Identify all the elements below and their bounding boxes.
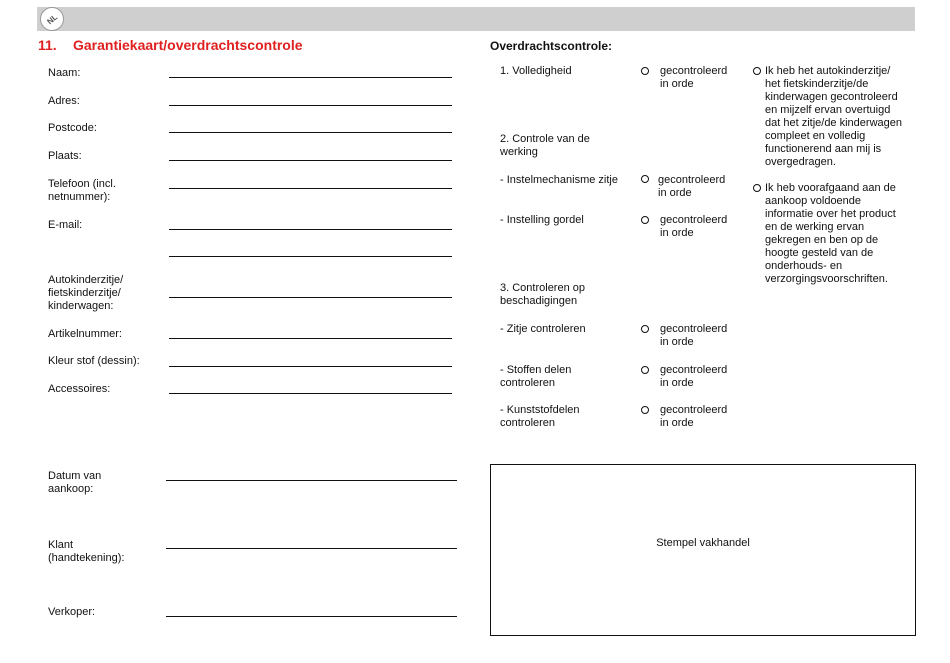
check-heading-werking: 2. Controle van de werking [500, 133, 590, 158]
fill-line-kleur-stof[interactable] [169, 366, 452, 367]
language-badge: NL [35, 2, 69, 36]
radio-gordel[interactable] [641, 216, 649, 224]
status-stoffen: gecontroleerd in orde [660, 364, 728, 389]
radio-declaration-overdracht[interactable] [753, 67, 761, 75]
fill-line-email-extra[interactable] [169, 256, 452, 257]
field-label-accessoires: Accessoires: [48, 383, 111, 395]
section-number: 11. [38, 37, 57, 53]
fill-line-klant[interactable] [166, 548, 457, 549]
check-heading-beschadigingen: 3. Controleren op beschadigingen [500, 282, 585, 307]
field-label-naam: Naam: [48, 67, 81, 79]
field-label-datum-aankoop: Datum van aankoop: [48, 470, 102, 495]
field-label-postcode: Postcode: [48, 122, 97, 134]
handover-title: Overdrachtscontrole: [490, 39, 613, 53]
field-label-email: E-mail: [48, 219, 83, 231]
fill-line-adres[interactable] [169, 105, 452, 106]
status-gordel: gecontroleerd in orde [660, 214, 728, 239]
fill-line-postcode[interactable] [169, 132, 452, 133]
field-label-adres: Adres: [48, 95, 80, 107]
field-label-product: Autokinderzitje/ fietskinderzitje/ kinderwagen: [48, 274, 124, 312]
field-label-telefoon: Telefoon (incl. netnummer): [48, 178, 116, 203]
fill-line-naam[interactable] [169, 77, 452, 78]
status-zitje: gecontroleerd in orde [660, 323, 728, 348]
field-label-kleur-stof: Kleur stof (dessin): [48, 355, 140, 367]
fill-line-datum-aankoop[interactable] [166, 480, 457, 481]
radio-kunststof[interactable] [641, 406, 649, 414]
declaration-informatie: Ik heb voorafgaand aan de aankoop voldoende informatie over het product en de werking ervan gekregen en ben op de hoogte gesteld van de onderhouds- en verzorgingsvoorschriften. [765, 182, 896, 285]
declaration-overdracht: Ik heb het autokinderzitje/ het fietskinderzitje/de kinderwagen gecontroleerd en mijzelf ervan overtuigd dat het zitje/de kinderwagen compleet en volledig functionerend aan mij is overgedragen. [765, 65, 902, 168]
fill-line-product[interactable] [169, 297, 452, 298]
radio-zitje[interactable] [641, 325, 649, 333]
fill-line-accessoires[interactable] [169, 393, 452, 394]
status-volledigheid: gecontroleerd in orde [660, 65, 728, 90]
check-item-gordel: - Instelling gordel [500, 214, 584, 226]
fill-line-email[interactable] [169, 229, 452, 230]
check-item-kunststof: - Kunststofdelen controleren [500, 404, 580, 429]
field-label-verkoper: Verkoper: [48, 606, 96, 618]
radio-stoffen[interactable] [641, 366, 649, 374]
field-label-artikelnummer: Artikelnummer: [48, 328, 122, 340]
fill-line-telefoon[interactable] [169, 188, 452, 189]
field-label-plaats: Plaats: [48, 150, 82, 162]
check-item-stoffen: - Stoffen delen controleren [500, 364, 572, 389]
fill-line-verkoper[interactable] [166, 616, 457, 617]
fill-line-plaats[interactable] [169, 160, 452, 161]
check-item-volledigheid: 1. Volledigheid [500, 65, 572, 77]
radio-declaration-informatie[interactable] [753, 184, 761, 192]
status-kunststof: gecontroleerd in orde [660, 404, 728, 429]
check-item-instelmechanisme: - Instelmechanisme zitje [500, 174, 618, 186]
fill-line-artikelnummer[interactable] [169, 338, 452, 339]
stamp-label: Stempel vakhandel [656, 537, 750, 549]
header-bar [37, 7, 915, 31]
section-title: Garantiekaart/overdrachtscontrole [73, 37, 303, 53]
check-item-zitje: - Zitje controleren [500, 323, 586, 335]
stamp-box [490, 464, 916, 636]
field-label-klant: Klant (handtekening): [48, 539, 125, 564]
status-instelmechanisme: gecontroleerd in orde [658, 174, 726, 199]
radio-instelmechanisme[interactable] [641, 175, 649, 183]
radio-volledigheid[interactable] [641, 67, 649, 75]
